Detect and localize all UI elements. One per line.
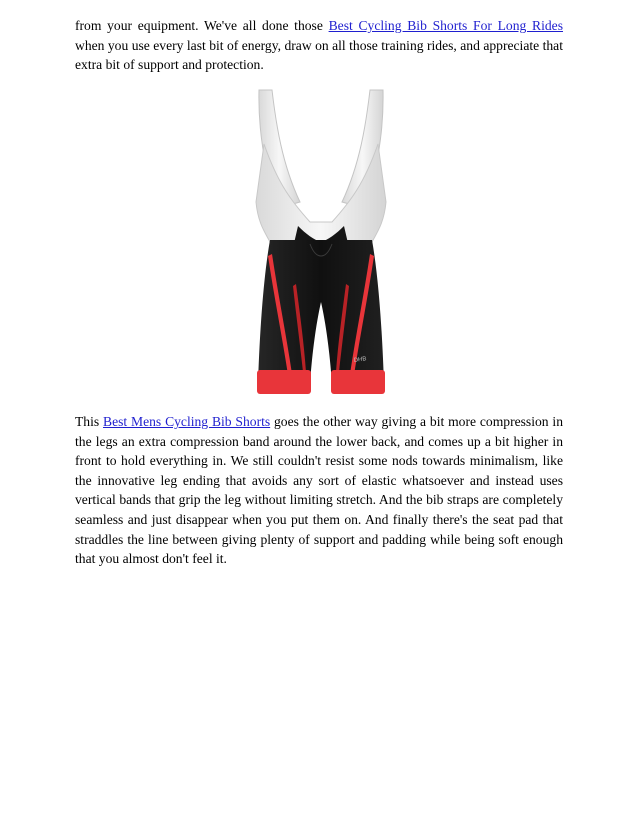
leg-band-left <box>257 370 311 394</box>
paragraph-intro <box>75 16 563 75</box>
paragraph-description <box>75 412 563 569</box>
bib-shorts-illustration <box>226 84 416 402</box>
link-best-cycling-bib-shorts-long-rides[interactable]: Best Cycling Bib Shorts For Long Rides <box>328 18 563 33</box>
brand-mark: DHB <box>353 356 367 364</box>
product-image-bib-shorts <box>226 84 416 402</box>
leg-band-right <box>331 370 385 394</box>
paragraph-intro-text-before: from your equipment. We've all done those <box>75 18 329 33</box>
link-best-mens-cycling-bib-shorts[interactable]: Best Mens Cycling Bib Shorts <box>103 414 271 429</box>
paragraph-description-text-after: goes the other way giving a bit more compression in the legs an extra compression band around the lower back, and comes up a bit higher in front to hold everything in. We still couldn't resist some nods towards minimalism, like the innovative leg ending that avoids any sort of elastic whatsoever and instead uses vertical bands that grip the leg without limiting stretch. And the bib straps are completely seamless and just disappear when you put them on. And finally there's the seat pad that straddles the line between giving plenty of support and padding while being soft enough that you almost don't feel it. <box>75 414 563 567</box>
paragraph-description-text-before: This <box>75 414 104 429</box>
paragraph-intro-text-after: when you use every last bit of energy, draw on all those training rides, and appreciate that extra bit of support and protection. <box>75 37 563 73</box>
